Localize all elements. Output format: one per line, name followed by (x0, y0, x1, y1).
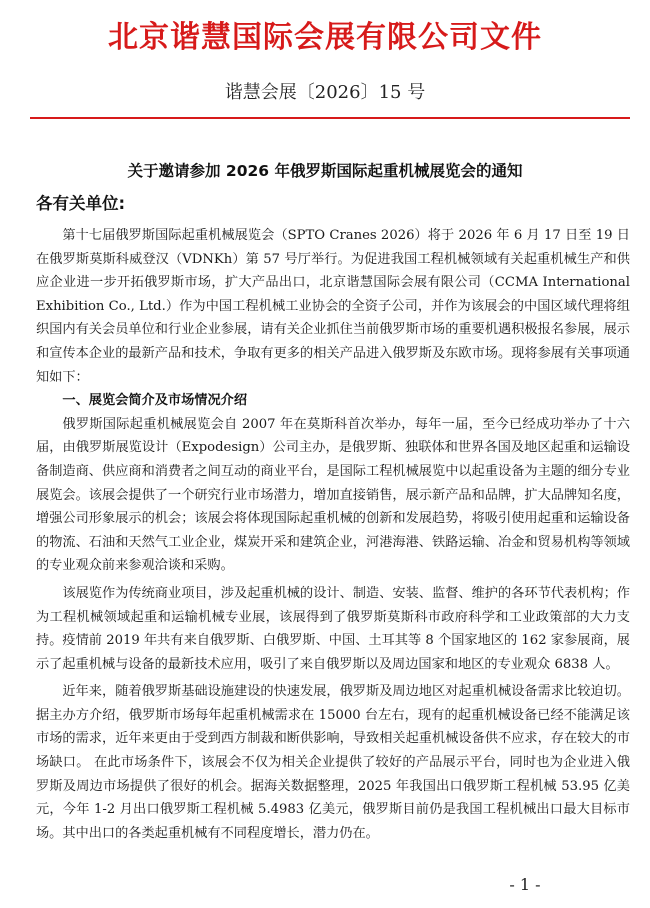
red-divider-rule (30, 117, 630, 119)
paragraph-history: 俄罗斯国际起重机械展览会自 2007 年在莫斯科首次举办，每年一届，至今已经成功举办了十六届，由俄罗斯展览设计（Expodesign）公司主办，是俄罗斯、独联体和世界各国及地区起重和运输设备制造商、供应商和消费者之间互动的商业平台，是国际工程机械展览中以起重设备为主题的细分专业展览会。该展会提供了一个研究行业市场潜力，增加直接销售，展示新产品和品牌，扩大品牌知名度，增强公司形象展示的机会；该展会将体现国际起重机械的创新和发展趋势，将吸引使用起重和运输设备的物流、石油和天然气工业企业，煤炭开采和建筑企业，河港海港、铁路运输、冶金和贸易机构等领域的专业观众前来参观洽谈和采购。 (36, 416, 630, 574)
page-number: - 1 - (509, 875, 541, 894)
paragraph-scope: 该展览作为传统商业项目，涉及起重机械的设计、制造、安装、监督、维护的各环节代表机构；作为工程机械领域起重和运输机械专业展，该展得到了俄罗斯莫斯科市政府科学和工业政策部的大力支持。疫情前 2019 年共有来自俄罗斯、白俄罗斯、中国、土耳其等 8 个国家地区的 162 家参展商，展示了起重机械与设备的最新技术应用，吸引了来自俄罗斯以及周边国家和地区的专业观众 6838 人。 (36, 585, 630, 672)
document-number: 谐慧会展〔2026〕15 号 (224, 82, 426, 103)
notice-title: 关于邀请参加 2026 年俄罗斯国际起重机械展览会的通知 (127, 162, 523, 180)
paragraph-market: 近年来，随着俄罗斯基础设施建设的快速发展，俄罗斯及周边地区对起重机械设备需求比较迫切。据主办方介绍，俄罗斯市场每年起重机械需求在 15000 台左右，现有的起重机械设备已经不能满足该市场的需求，近年来更由于受到西方制裁和断供影响，导致相关起重机械设备供不应求，存在较大的市场缺口。 在此市场条件下，该展会不仅为相关企业提供了较好的产品展示平台，同时也为企业进入俄罗斯及周边市场提供了很好的机会。据海关数据整理，2025 年我国出口俄罗斯工程机械 53.95 亿美元，今年 1-2 月出口俄罗斯工程机械 5.4983 亿美元，俄罗斯目前仍是我国工程机械出口最大目标市场。其中出口的各类起重机械有不同程度增长，潜力仍在。 (36, 684, 630, 841)
intro-paragraph: 第十七届俄罗斯国际起重机械展览会（SPTO Cranes 2026）将于 2026 年 6 月 17 日至 19 日在俄罗斯莫斯科威登汉（VDNKh）第 57 号厅举行。为促进我国工程机械领域有关起重机械生产和供应企业进一步开拓俄罗斯市场，扩大产品出口，北京谐慧国际会展有限公司（CCMA International Exhibition Co., Ltd.）作为中国工程机械工业协会的全资子公司，并作为该展会的中国区域代理将组织国内有关会员单位和行业企业参展，请有关企业抓住当前俄罗斯市场的重要机遇积极报名参展，展示和宣传本企业的最新产品和技术，争取有更多的相关产品进入俄罗斯及东欧市场。现将参展有关事项通知如下： (36, 228, 630, 385)
salutation: 各有关单位: (36, 194, 126, 213)
document-body (36, 224, 630, 845)
section-heading: 一、展览会简介及市场情况介绍 (62, 393, 248, 409)
org-title: 北京谐慧国际会展有限公司文件 (108, 20, 542, 55)
